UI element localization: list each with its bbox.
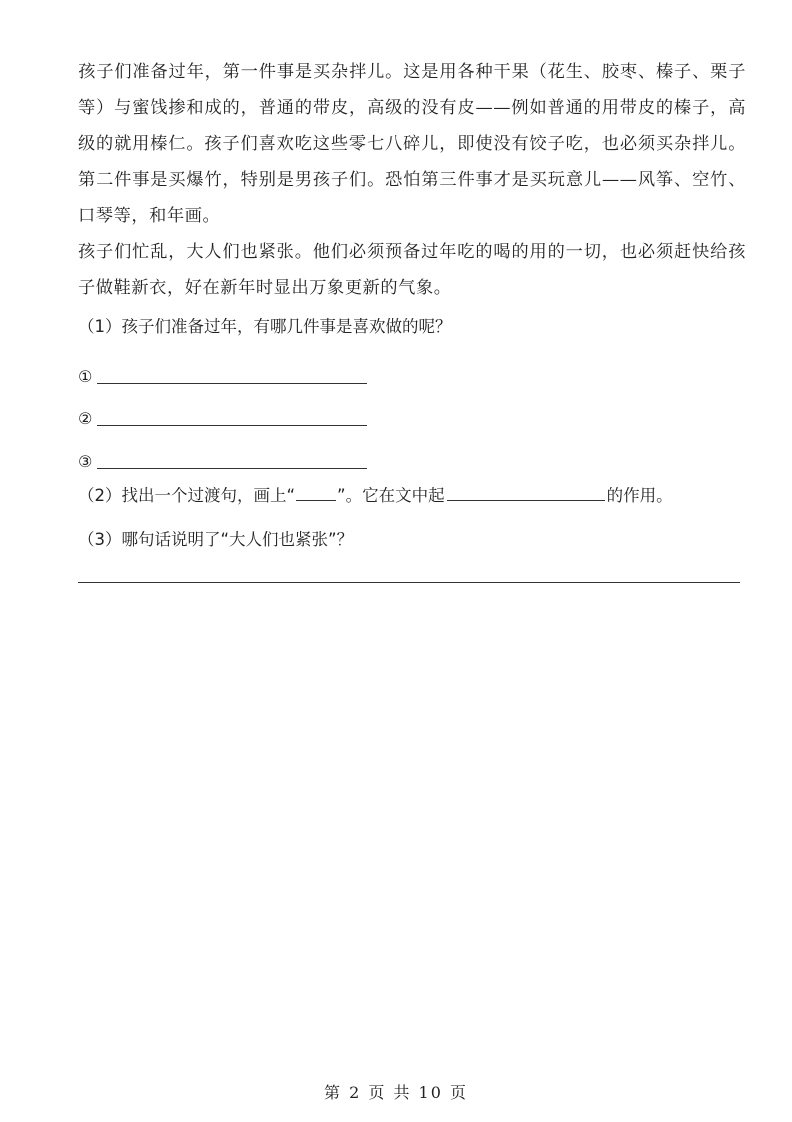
passage-paragraph-1 [78,54,746,234]
underline-mark-blank[interactable] [296,486,336,501]
answer-number-2: ② [78,409,93,429]
question-1 [78,313,746,337]
question-3-text: （3）哪句话说明了“大人们也紧张”？ [78,530,354,549]
answer-number-3: ③ [78,451,93,471]
question-2-text-part3: 的作用。 [606,486,673,505]
question-2 [78,482,746,506]
page-number-label: 第 2 页 共 10 页 [324,1083,468,1102]
question-2-text-part1: （2）找出一个过渡句，画上“ [78,486,296,505]
passage-paragraph-2-text: 孩子们忙乱，大人们也紧张。他们必须预备过年吃的喝的用的一切，也必须赶快给孩子做鞋新衣，好在新年时显出万象更新的气象。 [78,242,746,298]
question-1-answer-lines [78,355,746,483]
answer-blank-1[interactable] [97,369,367,384]
question-1-text: （1）孩子们准备过年，有哪几件事是喜欢做的呢？ [78,317,452,336]
question-3-answer-blank[interactable] [78,582,740,583]
answer-blank-2[interactable] [97,411,367,426]
function-answer-blank[interactable] [447,486,605,501]
question-3 [78,526,746,550]
answer-blank-3[interactable] [97,454,367,469]
question-2-text-part2: ”。它在文中起 [337,486,445,505]
passage-paragraph-2 [78,234,746,306]
answer-number-1: ① [78,366,93,386]
page-footer [0,1080,792,1103]
reading-passage [78,54,746,306]
passage-paragraph-1-text: 孩子们准备过年，第一件事是买杂拌儿。这是用各种干果（花生、胶枣、榛子、栗子等）与蜜饯掺和成的，普通的带皮，高级的没有皮——例如普通的用带皮的榛子，高级的就用榛仁。孩子们喜欢吃这些零七八碎儿，即使没有饺子吃，也必须买杂拌儿。第二件事是买爆竹，特别是男孩子们。恐怕第三件事才是买玩意儿——风筝、空竹、口琴等，和年画。 [78,62,746,226]
answer-row-1 [78,355,746,398]
answer-row-2 [78,398,746,441]
answer-row-3 [78,440,746,483]
